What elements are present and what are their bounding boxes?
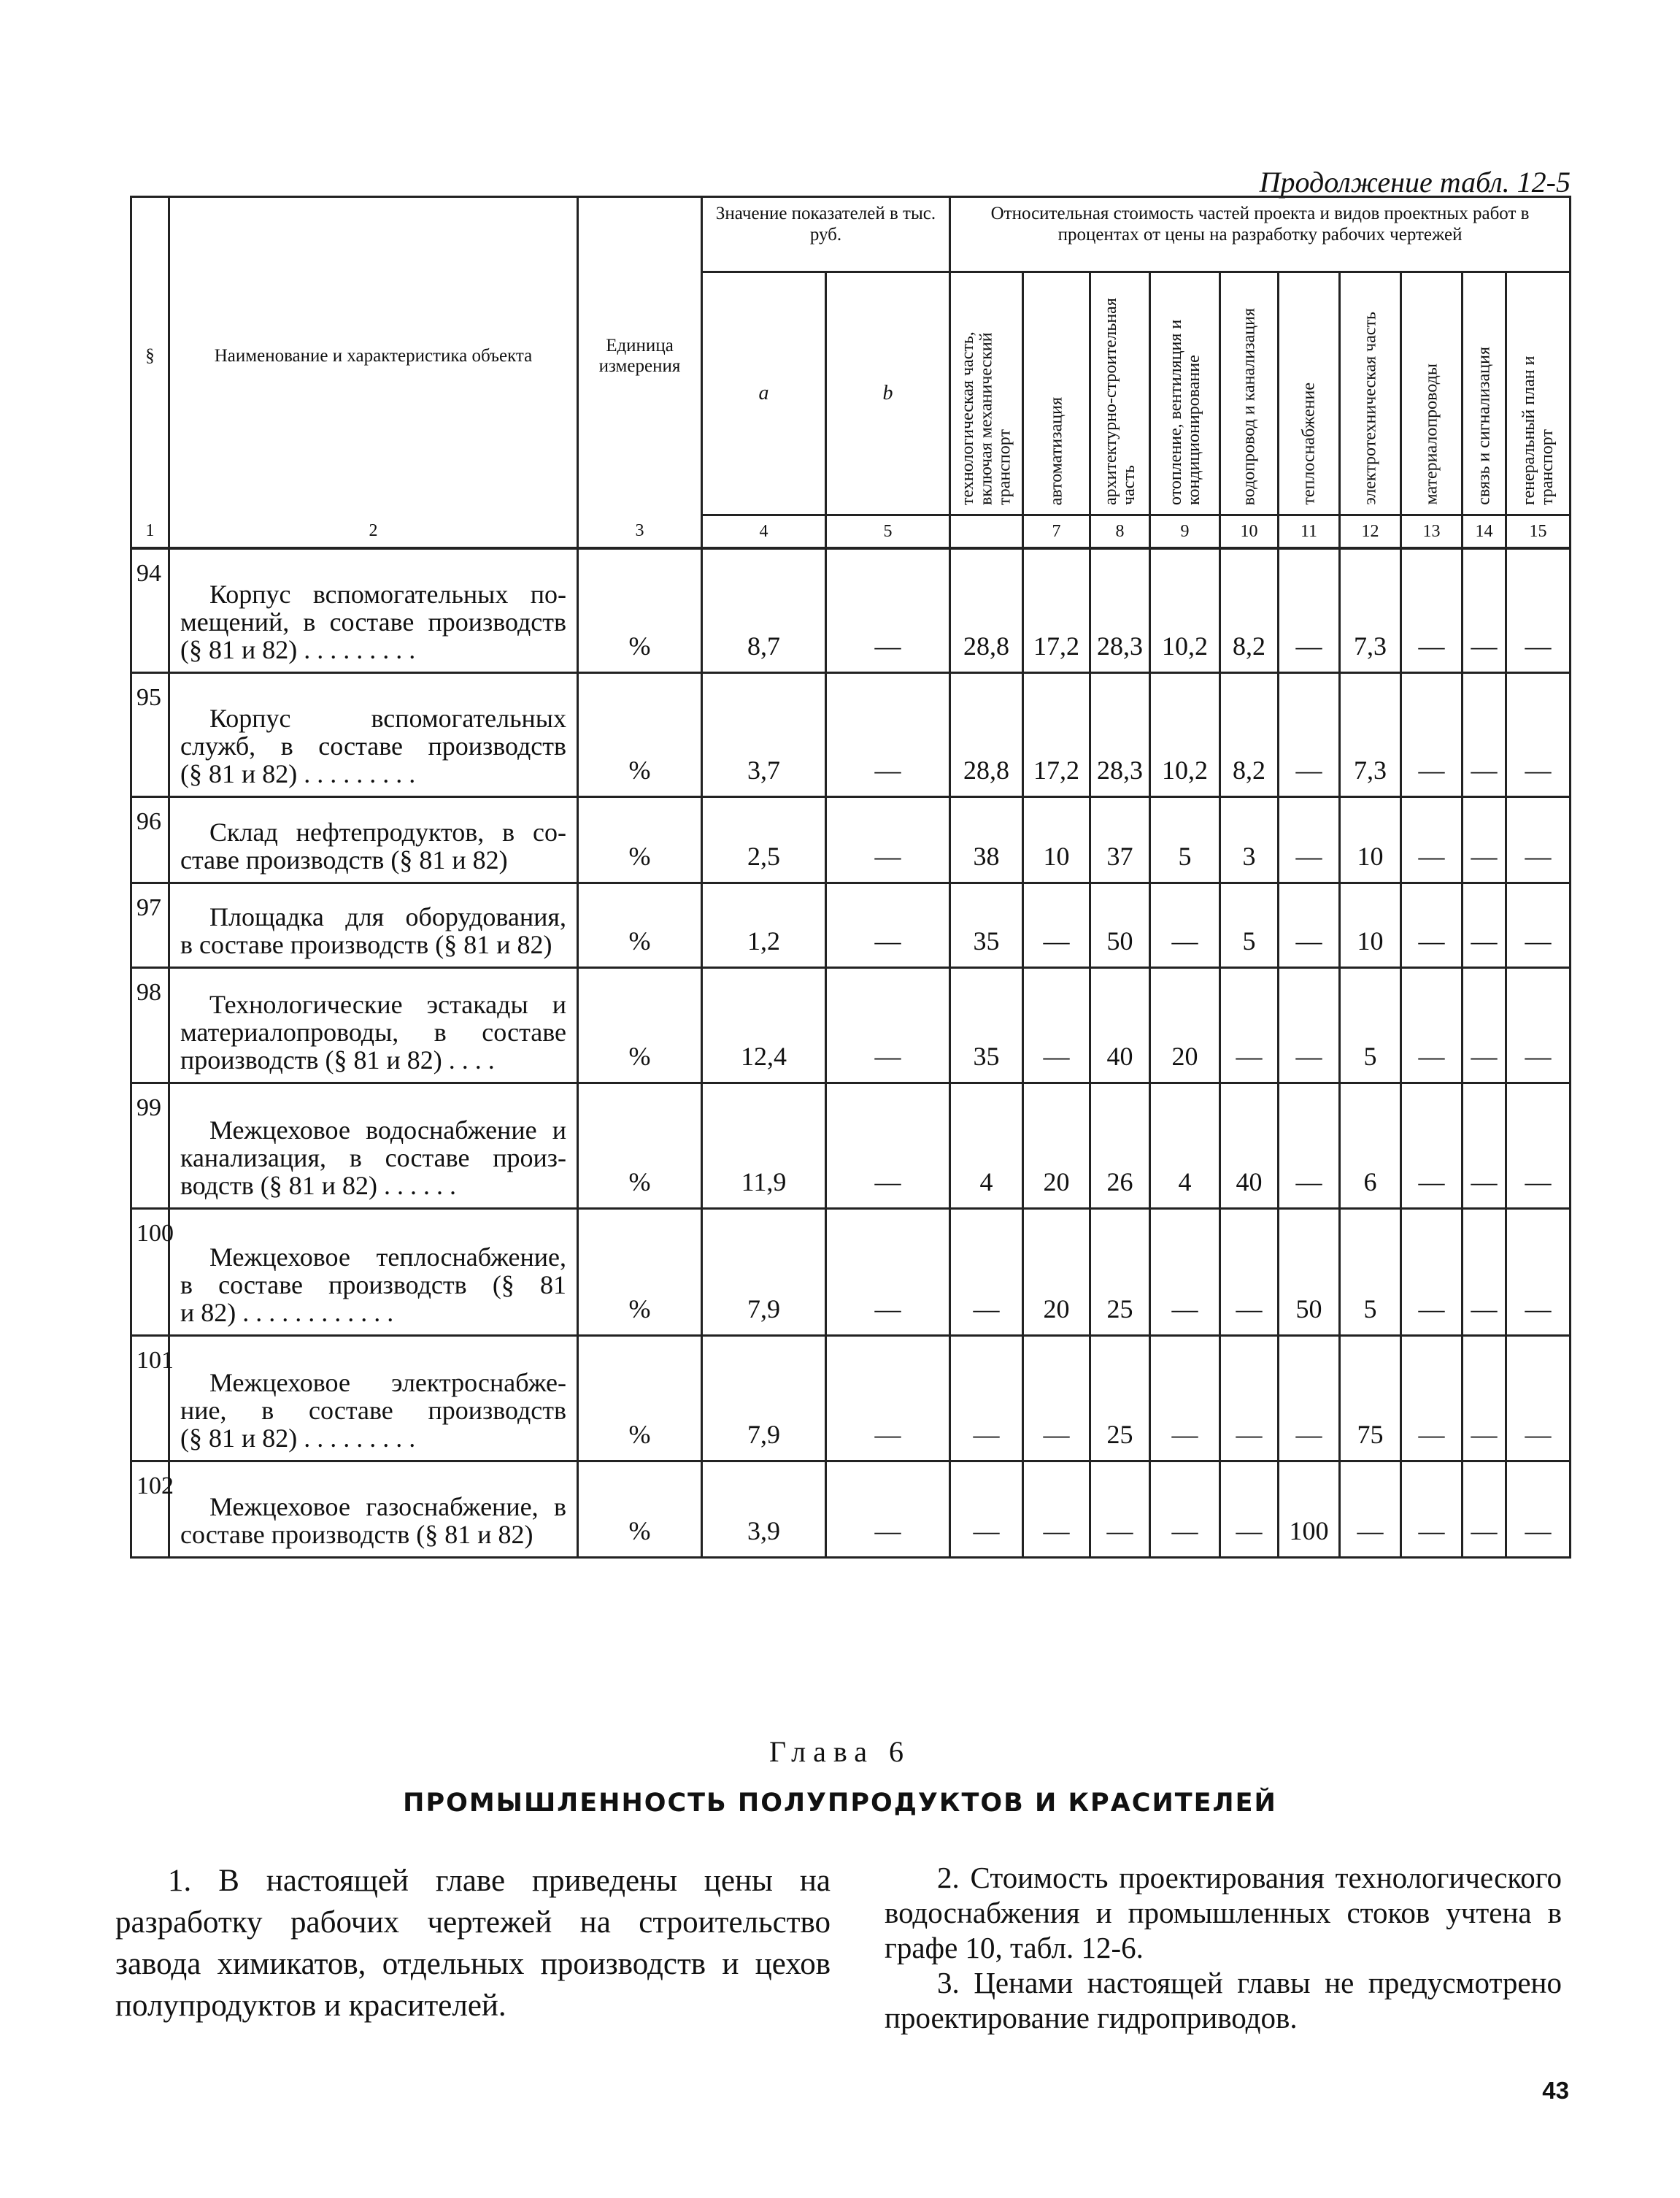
header-a: a: [702, 272, 826, 515]
row-share-7: 5: [1340, 1208, 1401, 1335]
header-part-label: материалопроводы: [1421, 364, 1441, 505]
column-number: 3: [578, 515, 702, 549]
header-part-label: отопление, вентиляция и кондиционирование: [1165, 319, 1203, 505]
header-paragraph: §: [131, 197, 169, 515]
header-part-label: электротехническая часть: [1360, 312, 1379, 505]
row-name: [169, 796, 578, 883]
row-value-a: 2,5: [702, 796, 826, 883]
row-name-line: (§ 81 и 82) . . . . . . . . .: [180, 635, 416, 665]
header-part-label: архитектурно-строительная часть: [1101, 298, 1138, 505]
row-value-a: 3,9: [702, 1461, 826, 1557]
row-value-b: —: [826, 548, 950, 672]
row-number: 100: [131, 1208, 169, 1335]
header-unit: Единица измерения: [578, 197, 702, 515]
row-share-5: —: [1220, 1335, 1279, 1461]
header-part-2: [1023, 272, 1090, 515]
row-share-2: 17,2: [1023, 548, 1090, 672]
row-share-2: —: [1023, 967, 1090, 1083]
row-name-line: канализация, в составе произ-: [180, 1143, 566, 1173]
row-share-8: —: [1401, 1208, 1463, 1335]
header-part-label: связь и сигнализация: [1473, 347, 1493, 505]
column-number: 8: [1090, 515, 1150, 549]
row-share-2: 20: [1023, 1083, 1090, 1208]
row-value-b: —: [826, 883, 950, 967]
column-number: 1: [131, 515, 169, 549]
row-value-b: —: [826, 1461, 950, 1557]
row-number: 101: [131, 1335, 169, 1461]
header-part-label: водопровод и канализация: [1238, 307, 1258, 505]
row-share-3: 40: [1090, 967, 1150, 1083]
row-share-9: —: [1463, 883, 1506, 967]
row-name-line: в составе производств (§ 81: [180, 1270, 566, 1300]
row-share-10: —: [1506, 1335, 1571, 1461]
row-name-line: мещений, в составе производств: [180, 607, 566, 637]
header-part-8: [1401, 272, 1463, 515]
row-share-2: —: [1023, 1335, 1090, 1461]
row-share-5: 40: [1220, 1083, 1279, 1208]
row-share-8: —: [1401, 1083, 1463, 1208]
row-name: [169, 1208, 578, 1335]
column-number: 15: [1506, 515, 1571, 549]
table-row: [131, 967, 1571, 1083]
row-share-4: 20: [1150, 967, 1220, 1083]
row-share-3: 25: [1090, 1335, 1150, 1461]
table-row: [131, 1461, 1571, 1557]
row-share-7: 7,3: [1340, 672, 1401, 796]
row-share-7: 6: [1340, 1083, 1401, 1208]
row-share-4: —: [1150, 1208, 1220, 1335]
row-name-line: материалопроводы, в составе: [180, 1018, 566, 1048]
text-column-left: [115, 1860, 831, 2026]
row-name-line: (§ 81 и 82) . . . . . . . . .: [180, 759, 416, 789]
header-part-label: технологическая часть, включая механический транспорт: [957, 331, 1014, 505]
row-name-line: Межцеховое теплоснабжение,: [209, 1242, 566, 1272]
row-name-line: Корпус вспомогательных: [209, 704, 566, 734]
row-share-8: —: [1401, 883, 1463, 967]
row-share-7: 5: [1340, 967, 1401, 1083]
row-share-10: —: [1506, 548, 1571, 672]
header-part-10: [1506, 272, 1571, 515]
row-name-line: (§ 81 и 82) . . . . . . . . .: [180, 1423, 416, 1453]
table-row: [131, 548, 1571, 672]
row-value-b: —: [826, 672, 950, 796]
header-part-7: [1340, 272, 1401, 515]
row-unit: %: [578, 1083, 702, 1208]
column-number: 4: [702, 515, 826, 549]
row-share-10: —: [1506, 1208, 1571, 1335]
row-share-6: 50: [1279, 1208, 1340, 1335]
row-number: 102: [131, 1461, 169, 1557]
header-part-3: [1090, 272, 1150, 515]
row-share-4: —: [1150, 883, 1220, 967]
table-row: [131, 672, 1571, 796]
row-share-6: —: [1279, 796, 1340, 883]
row-name-line: Межцеховое водоснабжение и: [209, 1115, 566, 1145]
row-name-line: Межцеховое электроснабже-: [209, 1368, 566, 1398]
paragraph: 3. Ценами настоящей главы не предусмотрено проектирование гидроприводов.: [885, 1966, 1562, 2034]
row-share-6: —: [1279, 548, 1340, 672]
row-share-6: —: [1279, 883, 1340, 967]
row-share-5: 5: [1220, 883, 1279, 967]
row-unit: %: [578, 967, 702, 1083]
row-share-4: 10,2: [1150, 548, 1220, 672]
row-share-1: 35: [950, 967, 1023, 1083]
row-name: [169, 967, 578, 1083]
header-part-1: [950, 272, 1023, 515]
row-share-8: —: [1401, 796, 1463, 883]
row-share-3: 28,3: [1090, 548, 1150, 672]
row-share-7: —: [1340, 1461, 1401, 1557]
header-name: Наименование и характеристика объекта: [169, 197, 578, 515]
row-name-line: Площадка для оборудования,: [209, 902, 566, 932]
row-share-3: 50: [1090, 883, 1150, 967]
row-share-1: 28,8: [950, 548, 1023, 672]
row-share-1: 38: [950, 796, 1023, 883]
header-part-9: [1463, 272, 1506, 515]
row-share-8: —: [1401, 548, 1463, 672]
row-value-a: 1,2: [702, 883, 826, 967]
row-share-9: —: [1463, 967, 1506, 1083]
row-unit: %: [578, 796, 702, 883]
row-share-3: —: [1090, 1461, 1150, 1557]
row-share-2: —: [1023, 1461, 1090, 1557]
row-share-9: —: [1463, 1208, 1506, 1335]
row-share-10: —: [1506, 967, 1571, 1083]
row-number: 98: [131, 967, 169, 1083]
row-share-2: 20: [1023, 1208, 1090, 1335]
row-share-1: 35: [950, 883, 1023, 967]
column-number: 12: [1340, 515, 1401, 549]
row-name-line: и 82) . . . . . . . . . . . .: [180, 1298, 394, 1328]
row-share-1: —: [950, 1335, 1023, 1461]
row-share-9: —: [1463, 796, 1506, 883]
row-value-a: 8,7: [702, 548, 826, 672]
row-share-5: 3: [1220, 796, 1279, 883]
row-share-5: —: [1220, 967, 1279, 1083]
column-number: 11: [1279, 515, 1340, 549]
row-share-1: —: [950, 1461, 1023, 1557]
row-share-6: —: [1279, 1335, 1340, 1461]
row-value-a: 3,7: [702, 672, 826, 796]
row-unit: %: [578, 548, 702, 672]
column-number: 14: [1463, 515, 1506, 549]
row-share-5: —: [1220, 1461, 1279, 1557]
header-part-label: автоматизация: [1046, 396, 1066, 505]
row-name: [169, 548, 578, 672]
row-number: 97: [131, 883, 169, 967]
row-name: [169, 1335, 578, 1461]
page-number: 43: [1542, 2077, 1569, 2104]
row-name: [169, 1461, 578, 1557]
row-name-line: составе производств (§ 81 и 82): [180, 1520, 533, 1550]
row-value-b: —: [826, 1335, 950, 1461]
row-share-1: 4: [950, 1083, 1023, 1208]
column-number: 13: [1401, 515, 1463, 549]
row-name-line: водств (§ 81 и 82) . . . . . .: [180, 1171, 456, 1201]
row-value-a: 11,9: [702, 1083, 826, 1208]
row-share-4: —: [1150, 1461, 1220, 1557]
chapter-heading: Глава 6: [769, 1735, 911, 1768]
row-unit: %: [578, 1208, 702, 1335]
column-number: 2: [169, 515, 578, 549]
row-share-4: —: [1150, 1335, 1220, 1461]
row-name-line: Технологические эстакады и: [209, 990, 566, 1020]
row-share-6: —: [1279, 967, 1340, 1083]
row-share-5: 8,2: [1220, 672, 1279, 796]
row-share-5: 8,2: [1220, 548, 1279, 672]
header-values-group: Значение показателей в тыс. руб.: [702, 197, 950, 272]
header-part-4: [1150, 272, 1220, 515]
row-share-4: 10,2: [1150, 672, 1220, 796]
row-share-9: —: [1463, 1335, 1506, 1461]
chapter-title: ПРОМЫШЛЕННОСТЬ ПОЛУПРОДУКТОВ И КРАСИТЕЛЕЙ: [403, 1788, 1277, 1818]
header-part-label: генеральный план и транспорт: [1519, 356, 1557, 505]
row-share-10: —: [1506, 1461, 1571, 1557]
row-name-line: Корпус вспомогательных по-: [209, 580, 566, 610]
row-name: [169, 672, 578, 796]
row-share-6: 100: [1279, 1461, 1340, 1557]
row-share-2: 10: [1023, 796, 1090, 883]
row-share-10: —: [1506, 796, 1571, 883]
row-value-a: 12,4: [702, 967, 826, 1083]
table-row: [131, 796, 1571, 883]
header-part-6: [1279, 272, 1340, 515]
row-unit: %: [578, 1335, 702, 1461]
row-share-5: —: [1220, 1208, 1279, 1335]
row-share-7: 10: [1340, 796, 1401, 883]
header-part-label: теплоснабжение: [1298, 383, 1318, 505]
row-share-10: —: [1506, 672, 1571, 796]
row-number: 95: [131, 672, 169, 796]
row-share-8: —: [1401, 967, 1463, 1083]
row-share-9: —: [1463, 672, 1506, 796]
row-name-line: служб, в составе производств: [180, 731, 566, 761]
row-share-7: 10: [1340, 883, 1401, 967]
text-column-right: [885, 1860, 1562, 2035]
row-unit: %: [578, 672, 702, 796]
row-name-line: Склад нефтепродуктов, в со-: [209, 818, 566, 848]
row-name: [169, 883, 578, 967]
row-share-8: —: [1401, 1461, 1463, 1557]
row-value-b: —: [826, 1208, 950, 1335]
row-share-4: 5: [1150, 796, 1220, 883]
header-b: b: [826, 272, 950, 515]
column-number: 10: [1220, 515, 1279, 549]
price-table: [130, 196, 1571, 1559]
table-row: [131, 1083, 1571, 1208]
paragraph: 1. В настоящей главе приведены цены на разработку рабочих чертежей на строительство завода химикатов, отдельных производств и цехов полупродуктов и красителей.: [115, 1864, 831, 2023]
row-value-b: —: [826, 1083, 950, 1208]
row-value-b: —: [826, 967, 950, 1083]
row-share-1: —: [950, 1208, 1023, 1335]
paragraph: 2. Стоимость проектирования технологического водоснабжения и промышленных стоков учтена в графе 10, табл. 12-6.: [885, 1861, 1562, 1964]
column-number: 7: [1023, 515, 1090, 549]
table-row: [131, 1335, 1571, 1461]
row-name-line: ние, в составе производств: [180, 1396, 566, 1426]
row-share-10: —: [1506, 883, 1571, 967]
row-share-7: 7,3: [1340, 548, 1401, 672]
row-number: 96: [131, 796, 169, 883]
row-share-9: —: [1463, 1461, 1506, 1557]
row-share-8: —: [1401, 672, 1463, 796]
row-number: 99: [131, 1083, 169, 1208]
row-share-2: 17,2: [1023, 672, 1090, 796]
row-value-b: —: [826, 796, 950, 883]
row-share-9: —: [1463, 1083, 1506, 1208]
row-share-1: 28,8: [950, 672, 1023, 796]
row-share-7: 75: [1340, 1335, 1401, 1461]
row-name-line: Межцеховое газоснабжение, в: [209, 1492, 566, 1522]
row-share-3: 26: [1090, 1083, 1150, 1208]
column-number: 5: [826, 515, 950, 549]
row-share-3: 37: [1090, 796, 1150, 883]
table-caption: Продолжение табл. 12-5: [1259, 166, 1571, 199]
row-value-a: 7,9: [702, 1208, 826, 1335]
table-row: [131, 883, 1571, 967]
header-part-5: [1220, 272, 1279, 515]
row-share-3: 25: [1090, 1208, 1150, 1335]
row-unit: %: [578, 1461, 702, 1557]
row-share-4: 4: [1150, 1083, 1220, 1208]
row-name: [169, 1083, 578, 1208]
row-share-8: —: [1401, 1335, 1463, 1461]
row-value-a: 7,9: [702, 1335, 826, 1461]
row-share-6: —: [1279, 672, 1340, 796]
column-number: 9: [1150, 515, 1220, 549]
row-share-10: —: [1506, 1083, 1571, 1208]
table-row: [131, 1208, 1571, 1335]
row-unit: %: [578, 883, 702, 967]
row-name-line: производств (§ 81 и 82) . . . .: [180, 1045, 495, 1075]
header-share-group: Относительная стоимость частей проекта и видов проектных работ в процентах от цены на разработку рабочих чертежей: [950, 197, 1571, 272]
row-share-9: —: [1463, 548, 1506, 672]
row-share-6: —: [1279, 1083, 1340, 1208]
column-number: [950, 515, 1023, 549]
row-name-line: в составе производств (§ 81 и 82): [180, 930, 552, 960]
row-number: 94: [131, 548, 169, 672]
row-name-line: ставе производств (§ 81 и 82): [180, 845, 508, 875]
row-share-3: 28,3: [1090, 672, 1150, 796]
row-share-2: —: [1023, 883, 1090, 967]
